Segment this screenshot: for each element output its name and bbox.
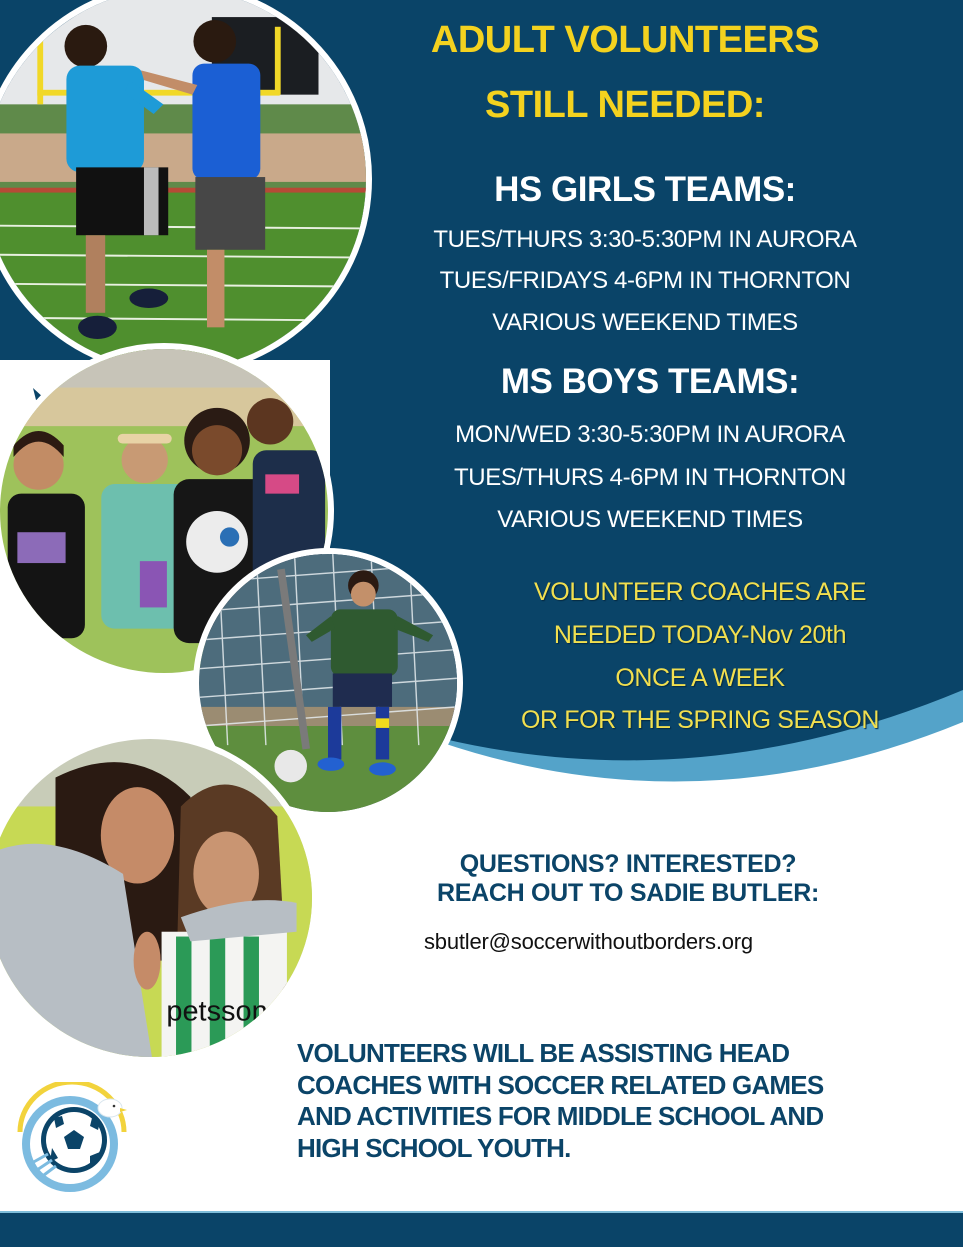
description-line-2: COACHES WITH SOCCER RELATED GAMES <box>297 1069 824 1100</box>
contact-line-1: QUESTIONS? INTERESTED? <box>459 850 797 878</box>
headline-line-2: STILL NEEDED: <box>485 84 765 126</box>
description-line-3: AND ACTIVITIES FOR MIDDLE SCHOOL AND <box>297 1101 824 1131</box>
hs-girls-title: HS GIRLS TEAMS: <box>494 170 796 209</box>
contact-email-link[interactable]: sbutler@soccerwithoutborders.org <box>424 929 753 954</box>
cta-line-3: ONCE A WEEK <box>615 664 785 692</box>
description-line-1: VOLUNTEERS WILL BE ASSISTING HEAD <box>297 1038 790 1068</box>
volunteer-description <box>297 1038 937 1164</box>
bottom-bar-accent <box>0 1211 963 1213</box>
soccer-ball-dove-icon <box>12 1082 132 1197</box>
bottom-bar <box>0 1213 963 1247</box>
cta-line-1: VOLUNTEER COACHES ARE <box>534 578 866 606</box>
hs-girls-schedule-2: TUES/FRIDAYS 4-6PM IN THORNTON <box>439 267 851 294</box>
soccer-without-borders-logo <box>12 1082 132 1197</box>
ms-boys-schedule-2: TUES/THURS 4-6PM IN THORNTON <box>454 464 846 491</box>
hs-girls-schedule-1: TUES/THURS 3:30-5:30PM IN AURORA <box>433 226 857 253</box>
svg-text:petsson: petsson <box>166 995 268 1028</box>
contact-line-2: REACH OUT TO SADIE BUTLER: <box>436 879 820 907</box>
hs-girls-schedule-3: VARIOUS WEEKEND TIMES <box>492 309 798 336</box>
ms-boys-schedule-1: MON/WED 3:30-5:30PM IN AURORA <box>455 421 845 448</box>
cta-line-4: OR FOR THE SPRING SEASON <box>520 706 880 734</box>
headline-line-1: ADULT VOLUNTEERS <box>430 19 820 61</box>
ms-boys-title: MS BOYS TEAMS: <box>500 362 800 401</box>
cta-line-2: NEEDED TODAY-Nov 20th <box>553 621 847 649</box>
description-line-4: HIGH SCHOOL YOUTH. <box>297 1132 571 1163</box>
ms-boys-schedule-3: VARIOUS WEEKEND TIMES <box>497 506 803 533</box>
